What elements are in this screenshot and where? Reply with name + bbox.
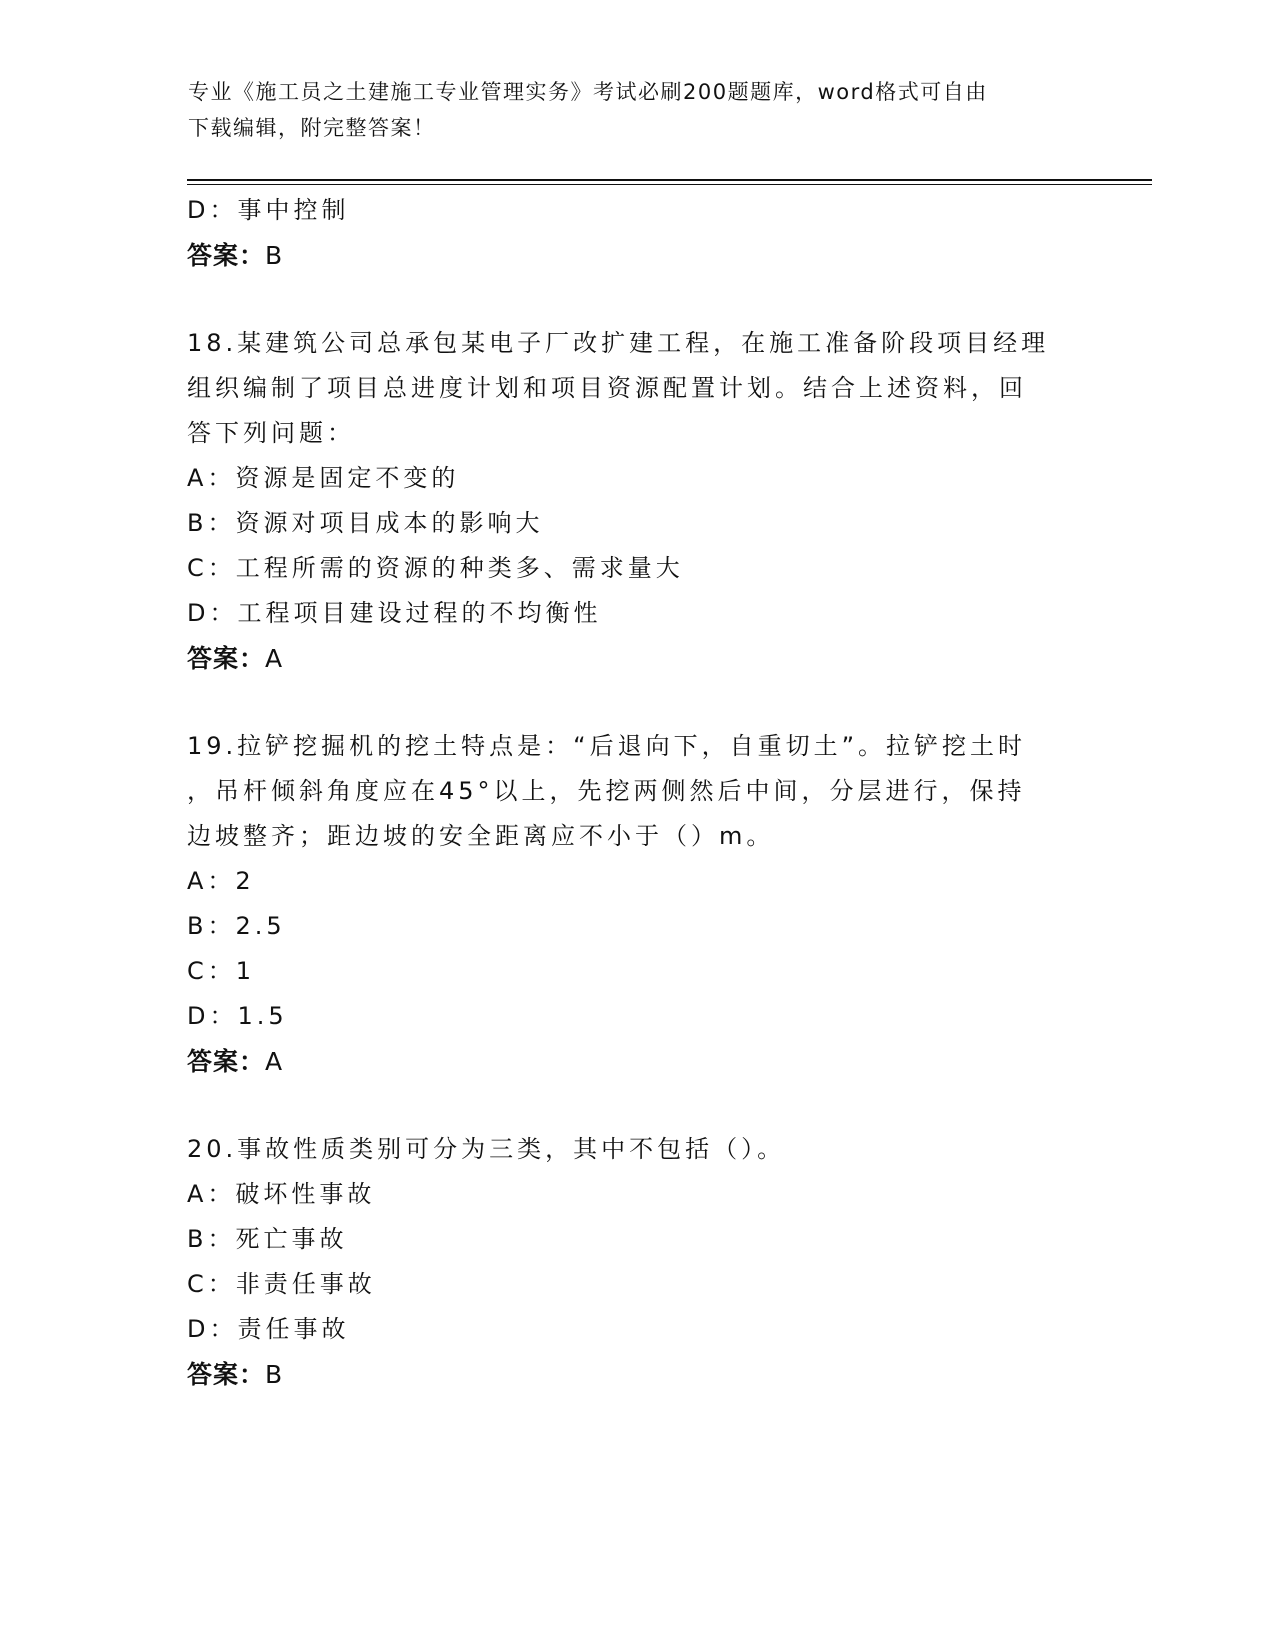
answer-line (187, 1352, 1087, 1398)
option-c: C：1 (187, 957, 256, 985)
option-d: D：1.5 (187, 1002, 288, 1030)
question-stem (187, 724, 1087, 859)
option-d: D：工程项目建设过程的不均衡性 (187, 599, 602, 627)
answer-label: 答案： (187, 241, 266, 270)
document-header (188, 74, 1088, 146)
prev-question-tail (187, 188, 1087, 279)
stem-line: 组织编制了项目总进度计划和项目资源配置计划。结合上述资料，回 (187, 374, 1027, 402)
answer-label: 答案： (187, 644, 266, 673)
answer-value: A (265, 1047, 284, 1076)
header-title-line-2: 下载编辑，附完整答案！ (188, 116, 436, 140)
answer-value: A (265, 644, 284, 673)
option-d: D：事中控制 (187, 196, 350, 224)
answer-label: 答案： (187, 1360, 266, 1389)
answer-line (187, 636, 1087, 682)
option-b: B：死亡事故 (187, 1225, 348, 1253)
stem-line: ，吊杆倾斜角度应在45°以上，先挖两侧然后中间，分层进行，保持 (187, 777, 1026, 805)
option-c: C：工程所需的资源的种类多、需求量大 (187, 554, 684, 582)
option-b: B：资源对项目成本的影响大 (187, 509, 544, 537)
question-18 (187, 321, 1087, 682)
option-b: B：2.5 (187, 912, 286, 940)
header-rule-thin (187, 184, 1152, 185)
option-a: A：资源是固定不变的 (187, 464, 460, 492)
answer-value: B (265, 241, 284, 270)
answer-label: 答案： (187, 1047, 266, 1076)
option-d: D：责任事故 (187, 1315, 350, 1343)
question-content (187, 188, 1087, 1398)
answer-line (187, 233, 1087, 279)
stem-line: 19.拉铲挖掘机的挖土特点是：“后退向下，自重切土”。拉铲挖土时 (187, 732, 1027, 760)
stem-line: 20.事故性质类别可分为三类，其中不包括（）。 (187, 1135, 786, 1163)
header-rule-thick (187, 179, 1152, 181)
stem-line: 边坡整齐；距边坡的安全距离应不小于（）m。 (187, 822, 775, 850)
answer-line (187, 1039, 1087, 1085)
stem-line: 18.某建筑公司总承包某电子厂改扩建工程，在施工准备阶段项目经理 (187, 329, 1050, 357)
option-a: A：2 (187, 867, 255, 895)
option-c: C：非责任事故 (187, 1270, 376, 1298)
question-20 (187, 1127, 1087, 1398)
header-title-line-1: 专业《施工员之土建施工专业管理实务》考试必刷200题题库，word格式可自由 (188, 80, 988, 104)
question-19 (187, 724, 1087, 1085)
stem-line: 答下列问题： (187, 419, 355, 447)
answer-value: B (265, 1360, 284, 1389)
option-a: A：破坏性事故 (187, 1180, 376, 1208)
question-stem (187, 1127, 1087, 1172)
question-stem (187, 321, 1087, 456)
